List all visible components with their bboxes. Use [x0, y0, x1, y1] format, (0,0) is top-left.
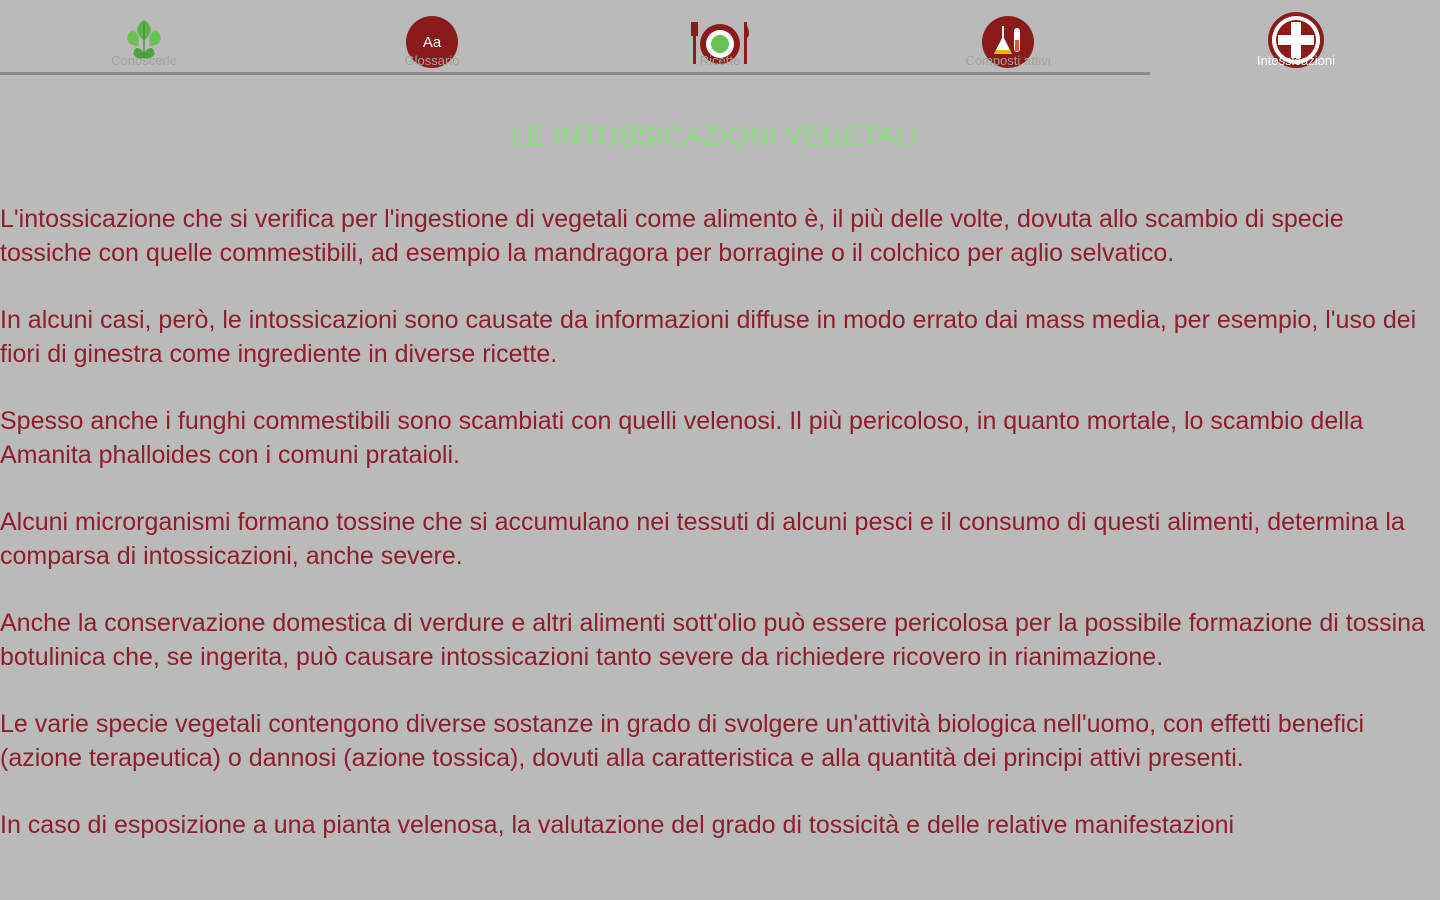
article-paragraph: Le varie specie vegetali contengono diverse sostanze in grado di svolgere un'attività biologica nell'uomo, con effetti benefici (azione terapeutica) o dannosi (azione tossica), dovuti alla caratteristica e alla quantità dei principi attivi presenti. — [0, 710, 1365, 772]
tab-label: Intossicazioni — [1256, 53, 1336, 68]
tab-label: Ricette — [699, 53, 741, 68]
tab-conoscerle[interactable] — [0, 4, 288, 74]
tab-intossicazioni[interactable] — [1152, 4, 1440, 74]
article-paragraph: L'intossicazione che si verifica per l'ingestione di vegetali come alimento è, il più delle volte, dovuta allo scambio di specie tossiche con quelle commestibili, ad esempio la mandragora per borragine o il colchico per aglio selvatico. — [0, 205, 1344, 267]
tab-label: Conoscerle — [111, 53, 177, 68]
tab-label: Composti attivi — [965, 53, 1051, 68]
article — [0, 112, 1430, 875]
article-paragraph: Alcuni microrganismi formano tossine che si accumulano nei tessuti di alcuni pesci e il consumo di questi alimenti, determina la comparsa di intossicazioni, anche severe. — [0, 508, 1405, 570]
tab-ricette[interactable] — [576, 4, 864, 74]
svg-text:Aa: Aa — [422, 34, 442, 51]
tab-composti-attivi[interactable] — [864, 4, 1152, 74]
article-paragraph: In caso di esposizione a una pianta velenosa, la valutazione del grado di tossicità e delle relative manifestazioni — [0, 811, 1235, 839]
article-title: LE INTOSSICAZIONI VEGETALI — [510, 121, 920, 151]
article-paragraph: Anche la conservazione domestica di verdure e altri alimenti sott'olio può essere pericolosa per la possibile formazione di tossina botulinica che, se ingerita, può causare intossicazioni tanto severe da richiedere ricovero in rianimazione. — [0, 609, 1425, 671]
article-paragraph: In alcuni casi, però, le intossicazioni sono causate da informazioni diffuse in modo errato dai mass media, per esempio, l'uso dei fiori di ginestra come ingrediente in diverse ricette. — [0, 306, 1417, 368]
tab-underline — [0, 72, 1150, 75]
tab-label: Glossario — [404, 53, 460, 68]
article-paragraph: Spesso anche i funghi commestibili sono scambiati con quelli velenosi. Il più pericoloso, in quanto mortale, lo scambio della Amanita phalloides con i comuni prataioli. — [0, 407, 1364, 469]
tab-glossario[interactable] — [288, 4, 576, 74]
tab-bar — [0, 0, 1440, 80]
